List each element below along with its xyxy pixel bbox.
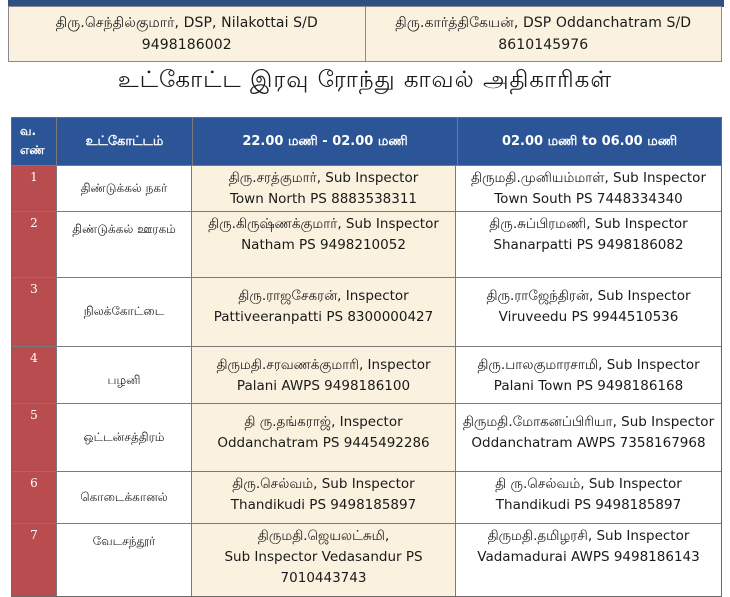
dsp-oddanchatram-name: திரு.கார்த்திகேயன், DSP Oddanchatram S/D — [395, 15, 692, 31]
serial-number: 3 — [12, 278, 56, 346]
table-row — [12, 165, 721, 211]
shift1-header: 22.00 மணி - 02.00 மணி — [192, 118, 457, 165]
shift2-officer-line: Palani Town PS 9498186168 — [493, 378, 684, 394]
serial-number: 5 — [12, 404, 56, 471]
shift2-header: 02.00 மணி to 06.00 மணி — [457, 118, 721, 165]
shift2-officer-line: திருமதி.முனியம்மாள், Sub Inspector — [470, 170, 706, 186]
table-row — [12, 523, 721, 596]
table-header-row — [12, 118, 721, 165]
subdivision-header: உட்கோட்டம் — [56, 118, 192, 165]
serial-number: 7 — [12, 524, 56, 596]
shift1-officer-line: திருமதி.ஜெயலட்சுமி, — [257, 528, 390, 544]
serial-number: 6 — [12, 472, 56, 523]
shift2-officer-line: Vadamadurai AWPS 9498186143 — [477, 549, 700, 565]
dsp-nilakottai-name: திரு.செந்தில்குமார், DSP, Nilakottai S/D — [55, 15, 318, 31]
shift2-officer — [455, 278, 721, 346]
page-title: உட்கோட்ட இரவு ரோந்து காவல் அதிகாரிகள் — [117, 67, 613, 93]
shift2-officer — [455, 404, 721, 471]
shift1-officer-line: Natham PS 9498210052 — [241, 237, 406, 253]
shift1-officer-line: Town North PS 8883538311 — [229, 191, 418, 207]
shift2-officer-line: திருமதி.மோகனப்பிரியா, Sub Inspector — [462, 414, 715, 430]
subdivision-name: வேடசந்தூர் — [56, 524, 191, 596]
shift2-officer-line: Oddanchatram AWPS 7358167968 — [471, 435, 706, 451]
shift2-officer-line: தி ரு.செல்வம், Sub Inspector — [495, 476, 682, 492]
shift2-officer-line: Town South PS 7448334340 — [494, 191, 683, 207]
shift1-officer-line: திருமதி.சரவணக்குமாரி, Inspector — [216, 357, 431, 373]
shift2-officer — [455, 347, 721, 403]
serial-header-line2: எண் — [20, 143, 45, 157]
shift2-officer — [455, 472, 721, 523]
dsp-contact-table — [8, 6, 722, 62]
shift2-officer-line: திரு.ராஜேந்திரன், Sub Inspector — [486, 288, 691, 304]
shift2-officer-line: திரு.சுப்பிரமணி, Sub Inspector — [489, 216, 688, 232]
shift2-officer-line: திரு.பாலகுமாரசாமி, Sub Inspector — [477, 357, 700, 373]
shift1-officer-line: Oddanchatram PS 9445492286 — [217, 435, 430, 451]
shift1-officer-line: Thandikudi PS 9498185897 — [230, 497, 417, 513]
serial-header-line1: வ. — [20, 124, 37, 138]
shift1-officer-line: 7010443743 — [280, 570, 367, 586]
shift2-officer — [455, 524, 721, 596]
table-row — [12, 403, 721, 471]
shift2-officer-line: Thandikudi PS 9498185897 — [495, 497, 682, 513]
dsp-nilakottai-cell — [9, 7, 365, 61]
table-row — [12, 277, 721, 346]
shift1-officer — [191, 347, 455, 403]
shift2-officer — [455, 166, 721, 211]
subdivision-name: நிலக்கோட்டை — [56, 278, 191, 346]
subdivision-name: பழனி — [56, 347, 191, 403]
shift1-officer-line: Sub Inspector Vedasandur PS — [224, 549, 423, 565]
serial-number: 1 — [12, 166, 56, 211]
dsp-nilakottai-phone: 9498186002 — [141, 37, 232, 53]
dsp-oddanchatram-phone: 8610145976 — [498, 37, 589, 53]
shift1-officer-line: திரு.சரத்குமார், Sub Inspector — [228, 170, 419, 186]
shift1-officer-line: திரு.ராஜசேகரன், Inspector — [238, 288, 409, 304]
shift1-officer — [191, 404, 455, 471]
subdivision-name: திண்டுக்கல் ஊரகம் — [56, 212, 191, 277]
table-row — [12, 211, 721, 277]
subdivision-name: ஒட்டன்சத்திரம் — [56, 404, 191, 471]
shift1-officer-line: திரு.செல்வம், Sub Inspector — [232, 476, 415, 492]
shift1-officer — [191, 472, 455, 523]
table-row — [12, 346, 721, 403]
serial-number: 2 — [12, 212, 56, 277]
shift1-officer — [191, 524, 455, 596]
shift1-officer-line: தி ரு.தங்கராஜ், Inspector — [244, 414, 403, 430]
shift1-officer — [191, 212, 455, 277]
subdivision-name: கொடைக்கானல் — [56, 472, 191, 523]
shift2-officer-line: Shanarpatti PS 9498186082 — [493, 237, 684, 253]
shift2-officer-line: திருமதி.தமிழரசி, Sub Inspector — [487, 528, 690, 544]
night-patrol-table — [11, 117, 722, 597]
shift2-officer-line: Viruveedu PS 9944510536 — [498, 309, 679, 325]
dsp-oddanchatram-cell — [365, 7, 722, 61]
serial-header — [12, 118, 56, 165]
shift1-officer — [191, 278, 455, 346]
serial-number: 4 — [12, 347, 56, 403]
table-row — [12, 471, 721, 523]
shift1-officer-line: Pattiveeranpatti PS 8300000427 — [213, 309, 434, 325]
shift1-officer — [191, 166, 455, 211]
shift1-officer-line: Palani AWPS 9498186100 — [236, 378, 411, 394]
shift2-officer — [455, 212, 721, 277]
shift1-officer-line: திரு.கிருஷ்ணக்குமார், Sub Inspector — [208, 216, 439, 232]
subdivision-name: திண்டுக்கல் நகர் — [56, 166, 191, 211]
